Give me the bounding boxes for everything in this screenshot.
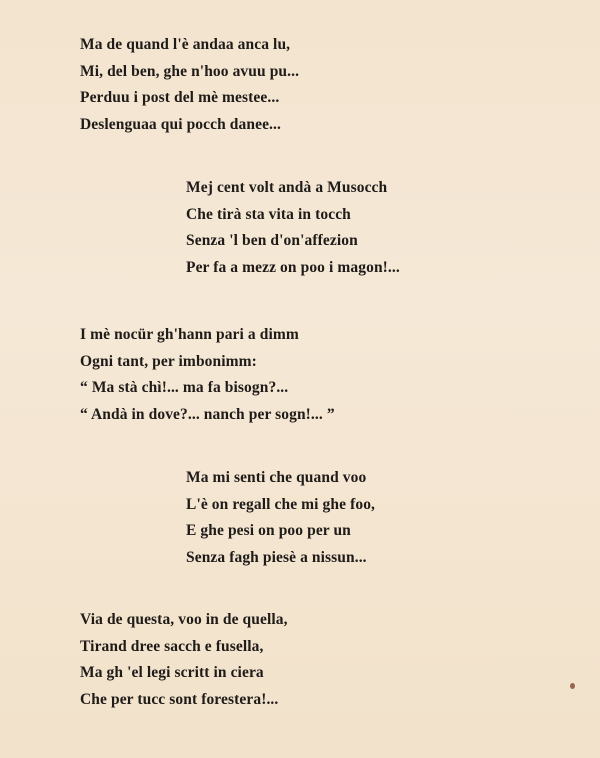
poem-line: Deslenguaa qui pocch danee... [80,115,281,133]
poem-line: Ogni tant, per imbonimm: [80,352,257,370]
poem-line: L'è on regall che mi ghe foo, [186,495,376,513]
stanza-5 [80,607,288,713]
poem-line: I mè nocür gh'hann pari a dimm [80,326,299,343]
poem-line: “ Ma stà chì!... ma fa bisogn?... [80,379,289,396]
poem-line: Mej cent volt andà a Musocch [186,179,388,196]
poem-line: E ghe pesi on poo per un [186,522,351,539]
poem-line: “ Andà in dove?... nanch per sogn!... ” [80,405,335,423]
poem-line: Ma de quand l'è andaa anca lu, [80,36,291,53]
poem-line: Senza 'l ben d'on'affezion [186,232,358,249]
stanza-1 [80,32,299,138]
poem-line: Tirand dree sacch e fusella, [80,637,264,655]
poem-line: Che tirà sta vita in tocch [186,205,351,223]
poem-line: Via de questa, voo in de quella, [80,611,288,628]
stanza-2 [186,175,400,281]
poem-line: Per fa a mezz on poo i magon!... [186,258,400,276]
paper-speck [570,683,575,689]
poem-line: Che per tucc sont forestera!... [80,690,279,708]
poem-line: Mi, del ben, ghe n'hoo avuu pu... [80,62,300,80]
poem-line: Ma mi senti che quand voo [186,469,367,486]
stanza-3 [80,322,335,428]
stanza-4 [186,465,375,571]
poem-line: Ma gh 'el legi scritt in ciera [80,664,264,681]
poem-line: Senza fagh piesè a nissun... [186,548,367,566]
poem-line: Perduu i post del mè mestee... [80,89,280,106]
